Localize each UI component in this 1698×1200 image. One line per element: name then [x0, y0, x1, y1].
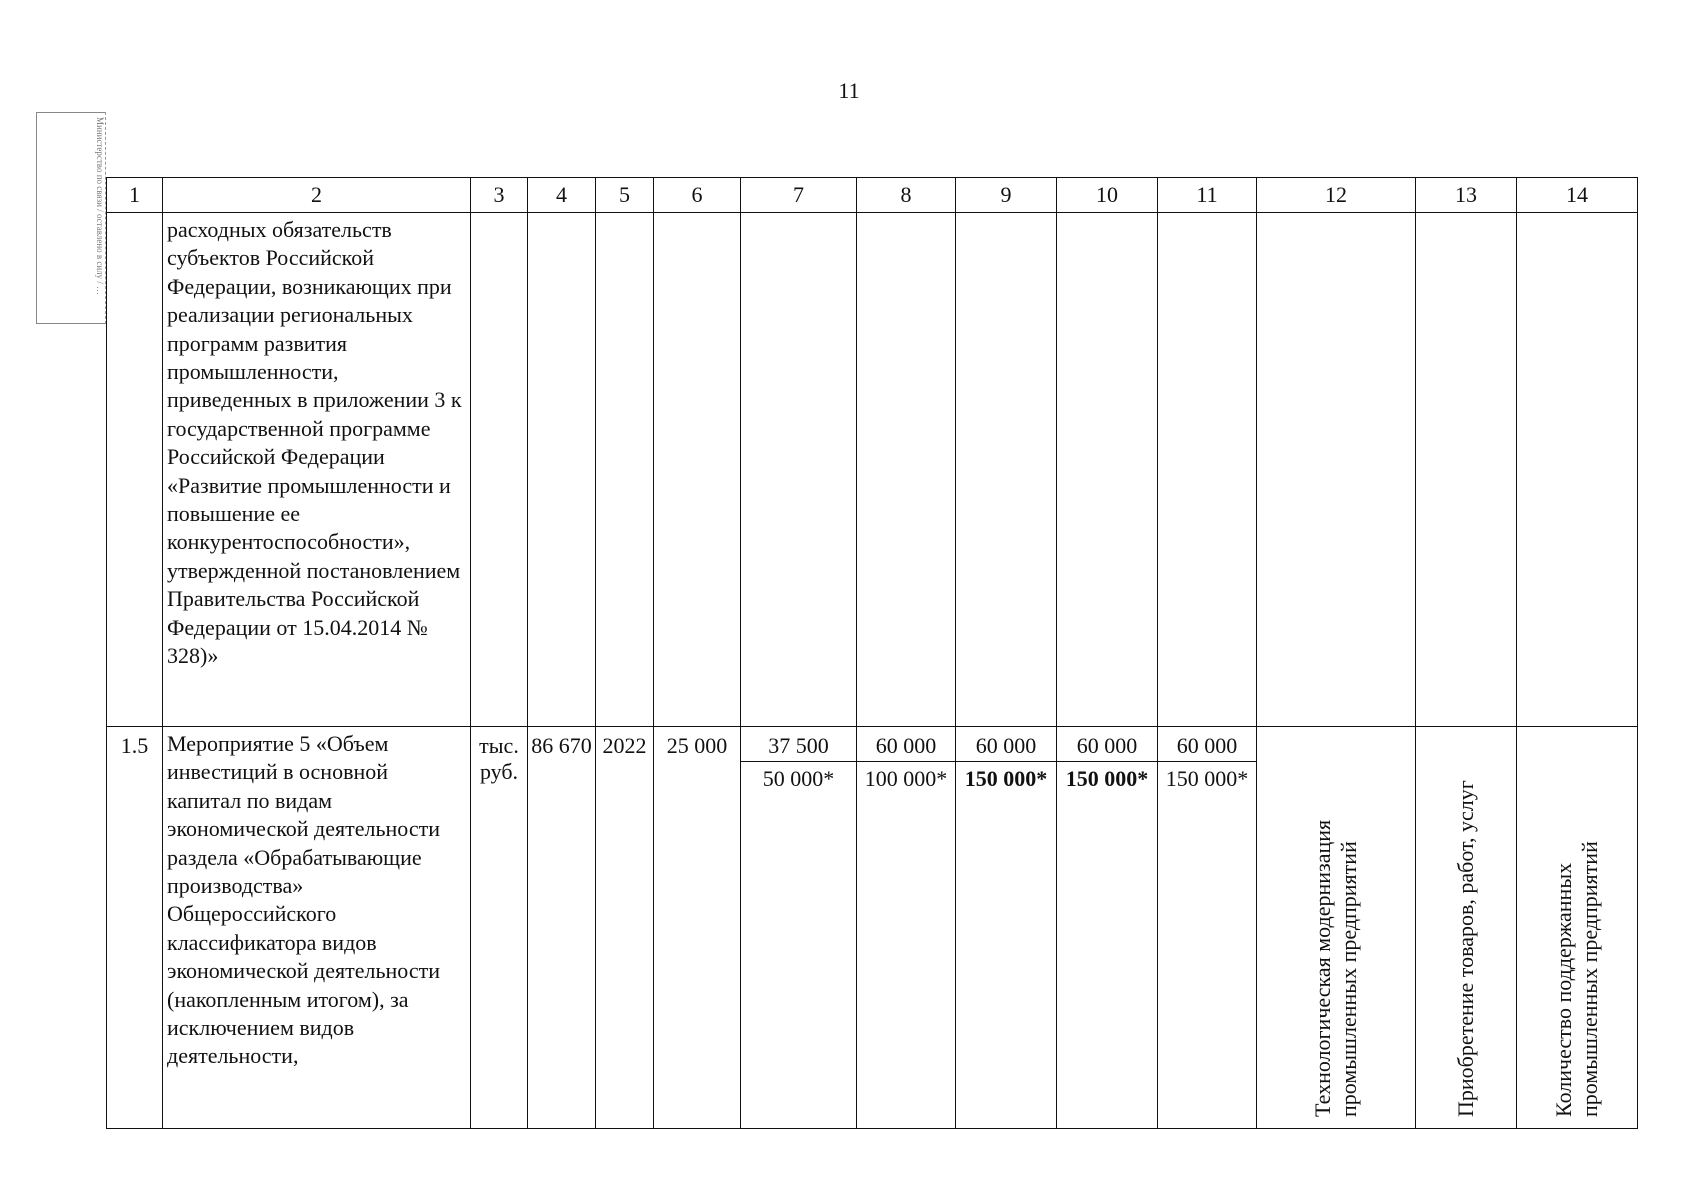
column-header: 10	[1057, 178, 1158, 213]
data-table	[106, 177, 1638, 1129]
column-header: 6	[654, 178, 741, 213]
value-col8: 60 000	[875, 733, 937, 758]
stamp-text: Министерство по связи / оставлено в силу / …	[95, 117, 105, 296]
column-header: 14	[1517, 178, 1638, 213]
row-description: Мероприятие 5 «Объем инвестиций в основной капитал по видам экономической деятельности раздела «Обрабатывающие производства» Общероссийского классификатора видов экономической деятельности (накопленным итогом), за исключением видов деятельности,	[167, 731, 440, 1069]
activity-type: Технологическая модернизация промышленных предприятий	[1310, 819, 1361, 1117]
value-col7-alt: 50 000*	[741, 761, 856, 796]
column-header: 12	[1257, 178, 1416, 213]
base-value: 86 670	[531, 733, 592, 758]
value-col8-alt: 100 000*	[857, 761, 955, 796]
column-header: 5	[596, 178, 654, 213]
column-header: 2	[163, 178, 471, 213]
value-col10: 60 000	[1076, 733, 1138, 758]
column-header: 9	[956, 178, 1057, 213]
column-header: 1	[107, 178, 163, 213]
value-col10-alt: 150 000*	[1057, 761, 1157, 796]
unit: тыс. руб.	[479, 733, 519, 784]
column-header: 13	[1416, 178, 1517, 213]
value-col9: 60 000	[975, 733, 1037, 758]
table-row	[107, 213, 1638, 727]
row-description: расходных обязательств субъектов Российской Федерации, возникающих при реализации региональных программ развития промышленности, приведенных в приложении 3 к государственной программе Российской Федерации «Развитие промышленности и повышение ее конкурентоспособности», утвержденной постановлением Правительства Российской Федерации от 15.04.2014 № 328)»	[167, 217, 462, 669]
base-year: 2022	[602, 733, 647, 758]
value-col11: 60 000	[1176, 733, 1238, 758]
table-row	[107, 727, 1638, 1129]
row-number: 1.5	[120, 733, 149, 758]
value-col7: 37 500	[768, 733, 829, 758]
header-row	[107, 178, 1638, 213]
registration-stamp	[36, 112, 106, 324]
value-col9-alt: 150 000*	[956, 761, 1056, 796]
expense-type: Приобретение товаров, работ, услуг	[1453, 780, 1478, 1117]
value-col6: 25 000	[666, 733, 728, 758]
column-header: 11	[1158, 178, 1257, 213]
column-header: 3	[471, 178, 528, 213]
column-header: 4	[528, 178, 596, 213]
column-header: 7	[741, 178, 857, 213]
column-header: 8	[857, 178, 956, 213]
value-col11-alt: 150 000*	[1158, 761, 1256, 796]
indicator-name: Количество поддержанных промышленных предприятий	[1551, 841, 1602, 1117]
page-number: 11	[838, 78, 860, 103]
